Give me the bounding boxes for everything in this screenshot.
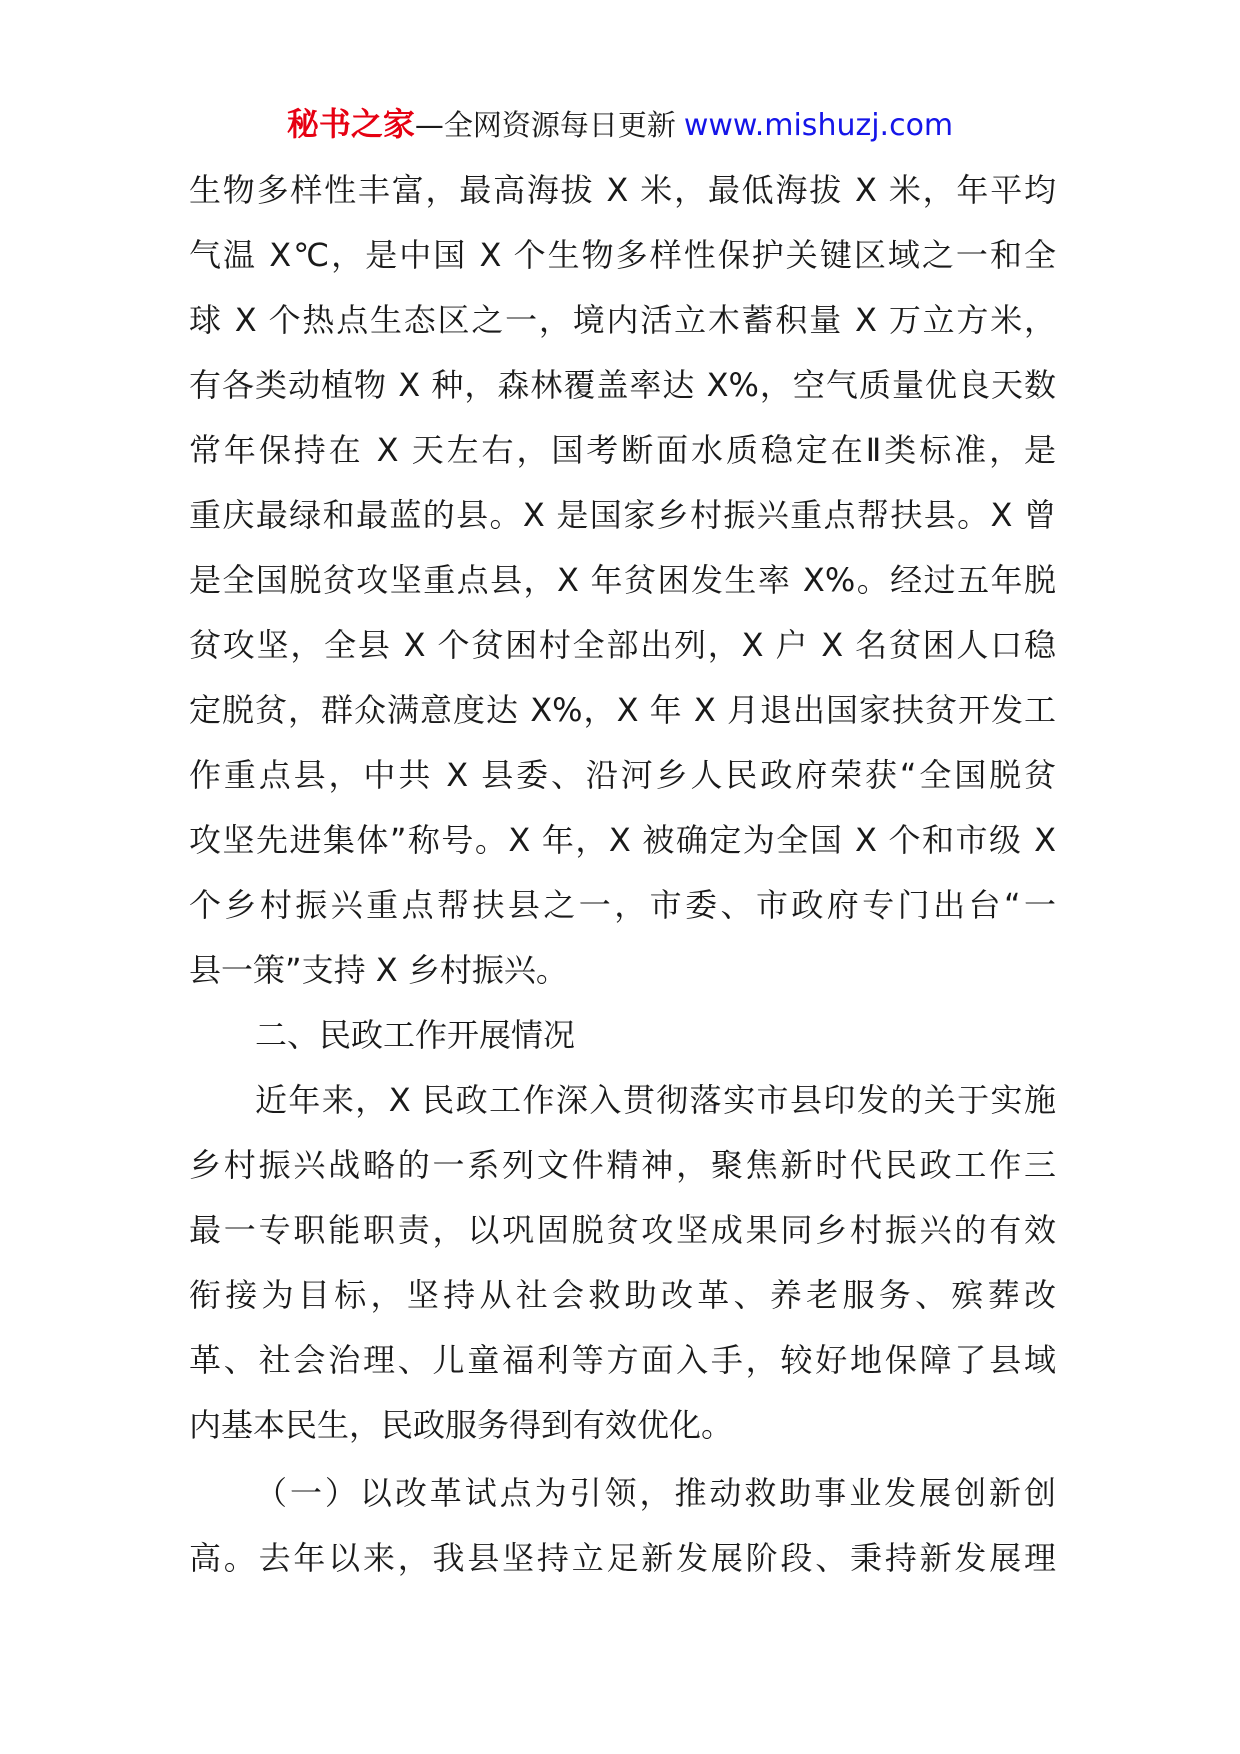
text-line: 个乡村振兴重点帮扶县之一，市委、市政府专门出台“一 [189, 886, 1056, 924]
text-line: 常年保持在 X 天左右，国考断面水质稳定在Ⅱ类标准，是 [189, 431, 1056, 469]
text-line: 定脱贫，群众满意度达 X%，X 年 X 月退出国家扶贫开发工 [189, 691, 1056, 729]
text-line: 生物多样性丰富，最高海拔 X 米，最低海拔 X 米，年平均 [189, 171, 1056, 209]
text-line: 革、社会治理、儿童福利等方面入手，较好地保障了县域 [189, 1341, 1056, 1379]
section-heading-text: 二、民政工作开展情况 [255, 1016, 576, 1054]
text-line: 县一策”支持 X 乡村振兴。 [189, 951, 568, 989]
text-line: 高。去年以来，我县坚持立足新发展阶段、秉持新发展理 [189, 1539, 1056, 1577]
section-heading [189, 1003, 1056, 1068]
text-line: （一）以改革试点为引领，推动救助事业发展创新创 [255, 1474, 1056, 1512]
text-line: 近年来，X 民政工作深入贯彻落实市县印发的关于实施 [255, 1081, 1056, 1119]
text-line: 最一专职能职责，以巩固脱贫攻坚成果同乡村振兴的有效 [189, 1211, 1056, 1249]
text-line: 重庆最绿和最蓝的县。X 是国家乡村振兴重点帮扶县。X 曾 [189, 496, 1056, 534]
paragraph-reform-pilot [189, 1461, 1056, 1591]
text-line: 乡村振兴战略的一系列文件精神，聚焦新时代民政工作三 [189, 1146, 1056, 1184]
text-line: 衔接为目标，坚持从社会救助改革、养老服务、殡葬改 [189, 1276, 1056, 1314]
header-url-link[interactable]: www.mishuzj.com [683, 108, 954, 143]
text-line: 攻坚先进集体”称号。X 年，X 被确定为全国 X 个和市级 X [189, 821, 1056, 859]
text-line: 气温 X℃，是中国 X 个生物多样性保护关键区域之一和全 [189, 236, 1056, 274]
text-line: 内基本民生，民政服务得到有效优化。 [189, 1406, 734, 1444]
text-line: 贫攻坚，全县 X 个贫困村全部出列，X 户 X 名贫困人口稳 [189, 626, 1056, 664]
header-slogan: —全网资源每日更新 [414, 108, 676, 142]
text-line: 有各类动植物 X 种，森林覆盖率达 X%，空气质量优良天数 [189, 366, 1056, 404]
paragraph-civil-affairs [189, 1068, 1056, 1458]
page-header [0, 98, 1240, 150]
text-line: 球 X 个热点生态区之一，境内活立木蓄积量 X 万立方米， [189, 301, 1056, 339]
document-body [189, 158, 1056, 1591]
brand-name: 秘书之家 [286, 105, 415, 143]
text-line: 是全国脱贫攻坚重点县，X 年贫困发生率 X%。经过五年脱 [189, 561, 1056, 599]
text-line: 作重点县，中共 X 县委、沿河乡人民政府荣获“全国脱贫 [189, 756, 1056, 794]
paragraph-overview [189, 158, 1056, 1003]
